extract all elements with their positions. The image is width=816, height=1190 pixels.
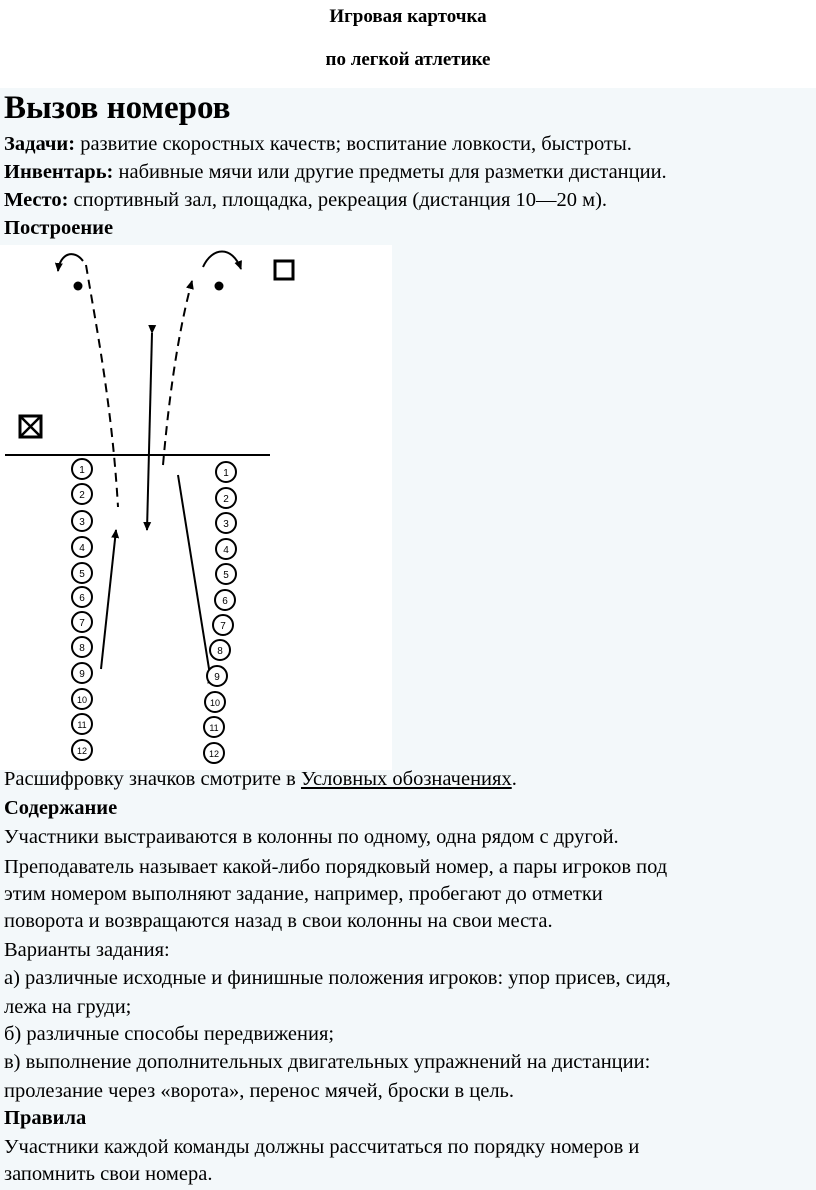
legend-text: Расшифровку значков смотрите в <box>4 768 301 790</box>
right-player-10 <box>205 692 225 712</box>
right-player-9 <box>207 666 227 686</box>
content-line-1: Участники выстраиваются в колонны по одному, одна рядом с другой. <box>4 826 619 848</box>
content-heading: Содержание <box>4 797 118 819</box>
right-player-9-number: 9 <box>214 672 220 683</box>
content-line-5: Варианты задания: <box>4 939 170 961</box>
legend-link[interactable]: Условных обозначениях <box>300 768 512 790</box>
content-line-10: пролезание через «ворота», перенос мячей, броски в цель. <box>4 1080 515 1102</box>
card-header-line2: по легкой атлетике <box>325 49 491 70</box>
equipment-line <box>4 161 667 184</box>
tasks-label: Задачи: <box>4 133 76 155</box>
game-title: Вызов номеров <box>4 90 231 126</box>
crossed-box-marker <box>20 416 41 437</box>
content-line-2: Преподаватель называет какой-либо порядковый номер, а пары игроков под <box>4 856 668 878</box>
left-player-1 <box>72 459 92 479</box>
right-player-12 <box>204 743 224 763</box>
card-header-line1: Игровая карточка <box>329 6 487 27</box>
right-player-7 <box>213 615 233 635</box>
rules-line-2: запомнить свои номера. <box>4 1163 213 1185</box>
right-player-12-number: 12 <box>208 749 220 759</box>
rules-heading: Правила <box>4 1107 87 1129</box>
content-line-9: в) выполнение дополнительных двигательных упражнений на дистанции: <box>4 1051 651 1073</box>
left-player-12-number: 12 <box>76 746 88 756</box>
left-player-3-number: 3 <box>79 517 85 528</box>
right-player-10-number: 10 <box>209 698 221 708</box>
content-line-6: а) различные исходные и финишные положения игроков: упор присев, сидя, <box>4 967 671 989</box>
right-player-3-number: 3 <box>223 519 229 530</box>
right-player-7-number: 7 <box>220 621 226 632</box>
right-player-11-number: 11 <box>209 723 219 733</box>
equipment-label: Инвентарь: <box>4 161 114 183</box>
right-player-6 <box>215 590 235 610</box>
legend-note <box>4 768 517 791</box>
right-player-8 <box>210 640 230 660</box>
right-player-3 <box>216 513 236 533</box>
tasks-line <box>4 133 632 156</box>
left-player-10-number: 10 <box>76 695 88 705</box>
left-column <box>72 459 92 760</box>
left-player-5 <box>72 563 92 583</box>
left-player-7 <box>72 612 92 632</box>
square-marker <box>275 261 293 279</box>
right-player-2-number: 2 <box>223 494 229 505</box>
formation-heading: Построение <box>4 217 114 239</box>
left-player-9 <box>72 663 92 683</box>
left-player-9-number: 9 <box>79 669 85 680</box>
place-line <box>4 189 607 212</box>
content-line-4: поворота и возвращаются назад в свои колонны на свои места. <box>4 910 553 932</box>
right-player-8-number: 8 <box>217 646 223 657</box>
right-player-2 <box>216 488 236 508</box>
left-player-5-number: 5 <box>79 569 85 580</box>
left-player-8-number: 8 <box>79 643 85 654</box>
right-turn-marker <box>215 282 224 291</box>
right-turn-arc <box>203 252 241 270</box>
left-run-path-in <box>101 530 116 669</box>
left-player-2-number: 2 <box>79 490 85 501</box>
left-player-1-number: 1 <box>79 465 85 476</box>
left-player-11 <box>72 714 92 734</box>
content-line-8: б) различные способы передвижения; <box>4 1023 335 1045</box>
left-player-6 <box>72 587 92 607</box>
equipment-text: набивные мячи или другие предметы для разметки дистанции. <box>113 161 667 183</box>
distance-arrow <box>147 333 152 530</box>
left-turn-arc <box>58 254 83 271</box>
left-player-8 <box>72 637 92 657</box>
formation-diagram <box>0 245 392 770</box>
left-turn-marker <box>74 282 83 291</box>
content-line-3: этим номером выполняют задание, например, пробегают до отметки <box>4 883 603 905</box>
right-player-4-number: 4 <box>223 545 229 556</box>
left-player-2 <box>72 484 92 504</box>
legend-period: . <box>511 768 517 790</box>
left-player-3 <box>72 511 92 531</box>
right-run-path-out <box>163 281 192 465</box>
right-player-5-number: 5 <box>223 570 229 581</box>
tasks-text: развитие скоростных качеств; воспитание ловкости, быстроты. <box>75 133 632 155</box>
right-player-11 <box>204 717 224 737</box>
left-player-11-number: 11 <box>77 720 87 730</box>
right-run-path-in <box>178 475 210 675</box>
left-player-6-number: 6 <box>79 593 85 604</box>
left-player-4 <box>72 537 92 557</box>
left-player-10 <box>72 689 92 709</box>
right-player-4 <box>216 539 236 559</box>
content-line-7: лежа на груди; <box>4 996 132 1018</box>
left-player-4-number: 4 <box>79 543 85 554</box>
right-player-1-number: 1 <box>223 468 229 479</box>
place-text: спортивный зал, площадка, рекреация (дистанция 10—20 м). <box>68 189 608 211</box>
left-player-12 <box>72 740 92 760</box>
right-player-5 <box>216 564 236 584</box>
right-player-1 <box>216 462 236 482</box>
rules-line-1: Участники каждой команды должны рассчитаться по порядку номеров и <box>4 1136 640 1158</box>
right-column <box>204 462 236 763</box>
right-player-6-number: 6 <box>222 596 228 607</box>
left-player-7-number: 7 <box>79 618 85 629</box>
place-label: Место: <box>4 189 69 211</box>
